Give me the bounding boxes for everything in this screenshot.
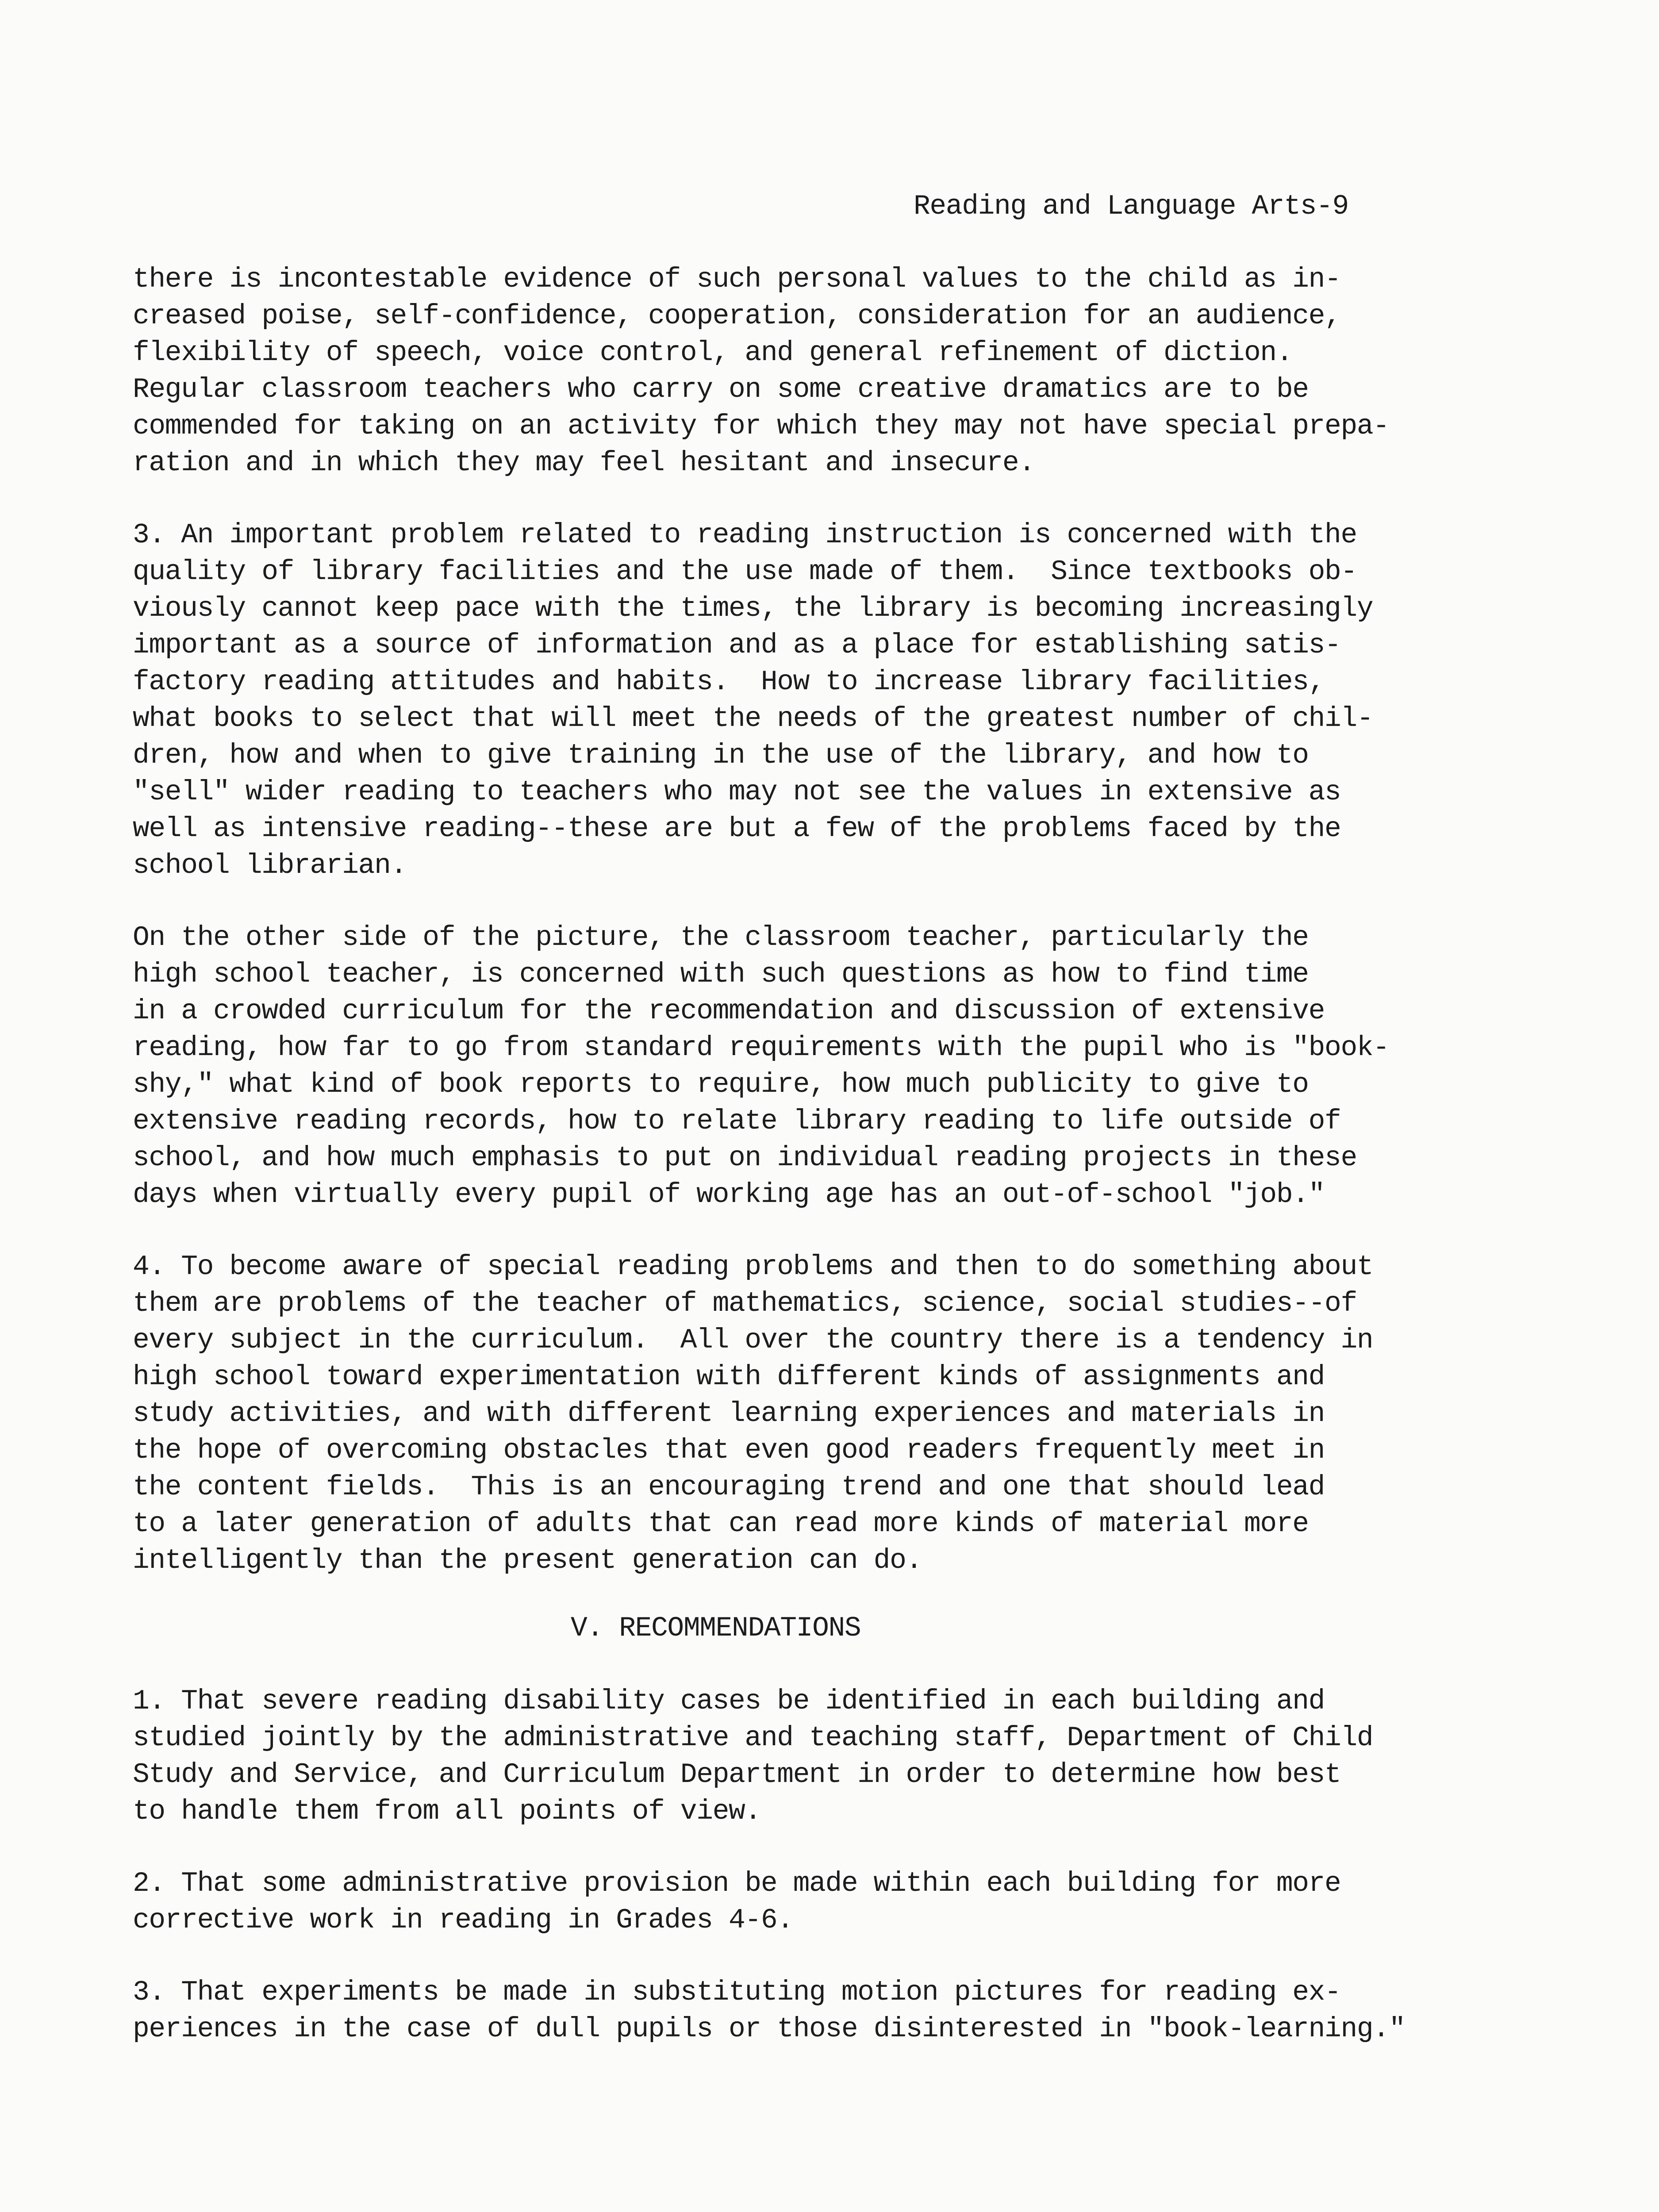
text-line: studied jointly by the administrative and teaching staff, Department of Child (133, 1722, 1373, 1754)
text-line: extensive reading records, how to relate library reading to life outside of (133, 1106, 1341, 1137)
text-line: "sell" wider reading to teachers who may not see the values in extensive as (133, 776, 1341, 808)
text-line: to a later generation of adults that can read more kinds of material more (133, 1508, 1309, 1540)
text-line: periences in the case of dull pupils or those disinterested in "book-learning." (133, 2013, 1406, 2045)
text-line: 4. To become aware of special reading problems and then to do something about (133, 1251, 1373, 1283)
text-line: high school toward experimentation with different kinds of assignments and (133, 1361, 1325, 1393)
text-line: quality of library facilities and the use made of them. Since textbooks ob- (133, 556, 1357, 588)
text-line: them are problems of the teacher of mathematics, science, social studies--of (133, 1288, 1357, 1319)
section-heading-recommendations: V. RECOMMENDATIONS (571, 1613, 861, 1644)
text-line: important as a source of information and as a place for establishing satis- (133, 630, 1341, 661)
paragraph-creative-dramatics (133, 261, 1566, 481)
text-line: commended for taking on an activity for which they may not have special prepa- (133, 411, 1389, 442)
text-line: study activities, and with different learning experiences and materials in (133, 1398, 1325, 1429)
running-header: Reading and Language Arts-9 (914, 191, 1348, 222)
text-line: school librarian. (133, 850, 407, 881)
text-line: On the other side of the picture, the classroom teacher, particularly the (133, 922, 1309, 953)
text-line: 1. That severe reading disability cases be identified in each building and (133, 1686, 1325, 1717)
text-line: Study and Service, and Curriculum Department in order to determine how best (133, 1759, 1341, 1790)
text-line: ration and in which they may feel hesitant and insecure. (133, 447, 1035, 479)
text-line: school, and how much emphasis to put on individual reading projects in these (133, 1142, 1357, 1174)
text-line: creased poise, self-confidence, cooperation, consideration for an audience, (133, 300, 1341, 332)
text-line: intelligently than the present generation can do. (133, 1545, 922, 1576)
recommendation-2 (133, 1865, 1566, 1939)
text-line: 3. An important problem related to reading instruction is concerned with the (133, 519, 1357, 551)
text-line: the content fields. This is an encouraging trend and one that should lead (133, 1471, 1325, 1503)
text-line: viously cannot keep pace with the times, the library is becoming increasingly (133, 593, 1373, 624)
paragraph-classroom-teacher (133, 919, 1566, 1213)
recommendation-1 (133, 1683, 1566, 1830)
paragraph-content-fields (133, 1248, 1566, 1579)
text-line: the hope of overcoming obstacles that even good readers frequently meet in (133, 1435, 1325, 1466)
text-line: every subject in the curriculum. All over the country there is a tendency in (133, 1325, 1373, 1356)
text-line: Regular classroom teachers who carry on some creative dramatics are to be (133, 374, 1309, 405)
text-line: dren, how and when to give training in the use of the library, and how to (133, 740, 1309, 771)
text-line: days when virtually every pupil of working age has an out-of-school "job." (133, 1179, 1325, 1210)
text-line: corrective work in reading in Grades 4-6. (133, 1905, 793, 1936)
text-line: shy," what kind of book reports to require, how much publicity to give to (133, 1069, 1309, 1100)
text-line: high school teacher, is concerned with such questions as how to find time (133, 959, 1309, 990)
text-line: 2. That some administrative provision be made within each building for more (133, 1868, 1341, 1899)
recommendation-3 (133, 1974, 1566, 2047)
text-line: flexibility of speech, voice control, and general refinement of diction. (133, 337, 1293, 369)
text-line: reading, how far to go from standard requirements with the pupil who is "book- (133, 1032, 1389, 1064)
paragraph-library-problem (133, 517, 1566, 884)
text-line: factory reading attitudes and habits. How to increase library facilities, (133, 666, 1325, 698)
text-line: what books to select that will meet the needs of the greatest number of chil- (133, 703, 1373, 734)
document-body (133, 261, 1566, 2083)
text-line: to handle them from all points of view. (133, 1796, 761, 1827)
text-line: well as intensive reading--these are but a few of the problems faced by the (133, 813, 1341, 845)
text-line: in a crowded curriculum for the recommendation and discussion of extensive (133, 995, 1325, 1027)
text-line: there is incontestable evidence of such personal values to the child as in- (133, 264, 1341, 295)
text-line: 3. That experiments be made in substituting motion pictures for reading ex- (133, 1977, 1341, 2008)
